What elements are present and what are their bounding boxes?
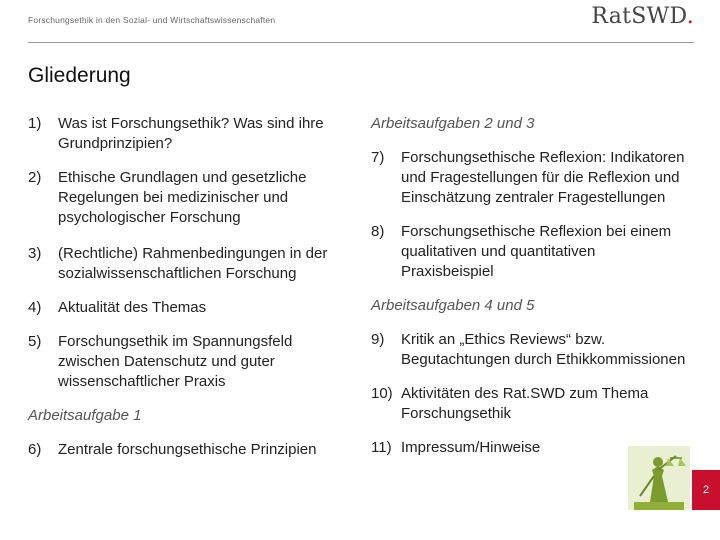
left-column (28, 114, 348, 460)
item-text: Aktivitäten des Rat.SWD zum Thema Forschungsethik (401, 385, 649, 422)
item-text: Forschungsethische Reflexion: Indikatoren und Fragestellungen für die Reflexion und Einschätzung zentraler Fragestellungen (401, 149, 685, 206)
item-number: 2) (28, 169, 42, 186)
list-item (28, 298, 348, 318)
item-number: 1) (28, 115, 42, 132)
list-item (28, 332, 348, 392)
item-number: 10) (371, 385, 393, 402)
section-heading: Arbeitsaufgaben 2 und 3 (371, 115, 535, 132)
item-text: Zentrale forschungsethische Prinzipien (58, 441, 317, 458)
list-item (371, 148, 691, 208)
item-text: Kritik an „Ethics Reviews“ bzw. Begutachtungen durch Ethikkommissionen (401, 331, 686, 368)
logo-text: RatSWD (591, 4, 687, 29)
item-number: 6) (28, 441, 42, 458)
item-text: Impressum/Hinweise (401, 439, 541, 456)
item-number: 5) (28, 333, 42, 350)
list-item (371, 384, 691, 424)
page-number-badge: 2 (692, 470, 720, 510)
page-title: Gliederung (28, 64, 131, 87)
item-text: Forschungsethik im Spannungsfeld zwischen Datenschutz und guter wissenschaftlicher Praxis (58, 333, 293, 390)
item-number: 9) (371, 331, 385, 348)
header-divider (28, 42, 694, 43)
ratswd-logo (591, 4, 694, 29)
justitia-statue-image (628, 446, 690, 510)
right-column (371, 114, 691, 458)
section-heading: Arbeitsaufgabe 1 (28, 407, 142, 424)
item-number: 7) (371, 149, 385, 166)
list-item (28, 168, 348, 228)
logo-dot: . (686, 4, 694, 29)
list-item (371, 330, 691, 370)
item-text: (Rechtliche) Rahmenbedingungen in der sozialwissenschaftlichen Forschung (58, 245, 328, 282)
item-text: Ethische Grundlagen und gesetzliche Regelungen bei medizinischer und psychologischer Forschung (58, 169, 307, 226)
item-text: Aktualität des Themas (58, 299, 207, 316)
section-heading: Arbeitsaufgaben 4 und 5 (371, 297, 535, 314)
item-text: Forschungsethische Reflexion bei einem qualitativen und quantitativen Praxisbeispiel (401, 223, 672, 280)
list-item (28, 440, 348, 460)
list-item (371, 222, 691, 282)
item-number: 11) (371, 439, 392, 456)
header-subtitle: Forschungsethik in den Sozial- und Wirtschaftswissenschaften (28, 15, 276, 25)
item-number: 4) (28, 299, 42, 316)
list-item (28, 244, 348, 284)
list-item (28, 114, 348, 154)
item-text: Was ist Forschungsethik? Was sind ihre Grundprinzipien? (58, 115, 324, 152)
item-number: 8) (371, 223, 385, 240)
item-number: 3) (28, 245, 42, 262)
